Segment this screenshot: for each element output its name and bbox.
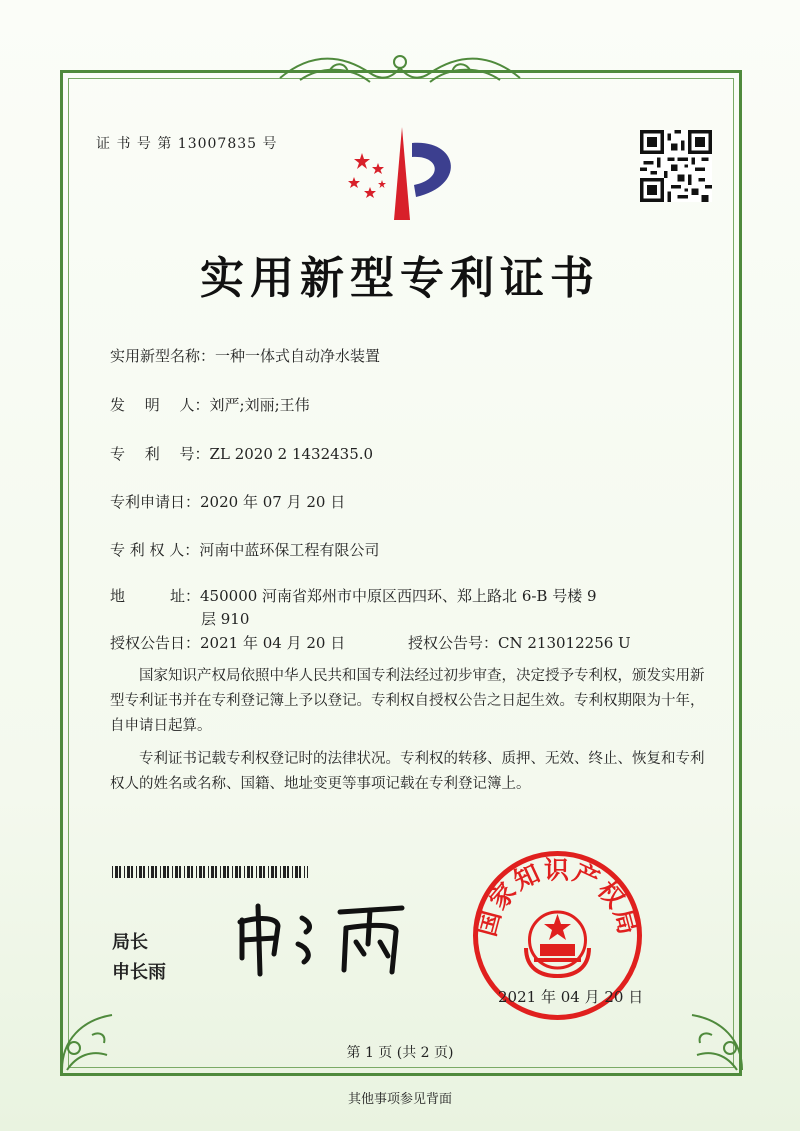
grant-number-label: 授权公告号： bbox=[408, 634, 499, 652]
bottom-right-ornament bbox=[672, 1000, 752, 1080]
filing-date-label: 专利申请日： bbox=[110, 493, 201, 511]
cnipa-logo-icon bbox=[340, 125, 470, 225]
grant-date-label: 授权公告日： bbox=[110, 634, 201, 652]
top-ornament bbox=[270, 48, 530, 98]
inventor-label: 发 明 人： bbox=[110, 396, 210, 414]
statement-paragraph-2: 专利证书记载专利权登记时的法律状况。专利权的转移、质押、无效、终止、恢复和专利权人的姓名或名称、国籍、地址变更等事项记载在专利登记簿上。 bbox=[110, 751, 705, 792]
seal-date: 2021 年 04 月 20 日 bbox=[498, 988, 644, 1006]
name-value: 一种一体式自动净水装置 bbox=[215, 347, 381, 365]
patent-number-value: ZL 2020 2 1432435.0 bbox=[209, 445, 374, 463]
page-number: 第 1 页 (共 2 页) bbox=[346, 1045, 454, 1061]
statement-paragraphs bbox=[110, 664, 710, 797]
field-grant-number bbox=[408, 632, 631, 653]
field-filing-date bbox=[110, 491, 345, 512]
director-name: 申长雨 bbox=[112, 962, 166, 983]
field-address bbox=[110, 585, 597, 606]
barcode-icon bbox=[112, 866, 308, 878]
address-value-line1: 450000 河南省郑州市中原区西四环、郑上路北 6-B 号楼 9 bbox=[200, 587, 597, 605]
grant-number-value: CN 213012256 U bbox=[498, 634, 631, 652]
field-grant-date bbox=[110, 632, 345, 653]
director-title: 局长 bbox=[112, 932, 148, 953]
qr-code-icon bbox=[640, 130, 712, 202]
bottom-left-ornament bbox=[52, 1000, 132, 1080]
patentee-value: 河南中蓝环保工程有限公司 bbox=[199, 541, 380, 559]
patent-number-label: 专 利 号： bbox=[110, 445, 210, 463]
field-patent-number bbox=[110, 443, 373, 464]
field-utility-model-name bbox=[110, 345, 380, 366]
address-value-line2: 层 910 bbox=[201, 610, 250, 628]
director-signature bbox=[232, 898, 412, 978]
certificate-number: 证 书 号 第 13007835 号 bbox=[96, 136, 278, 152]
grant-date-value: 2021 年 04 月 20 日 bbox=[200, 634, 346, 652]
field-inventor bbox=[110, 394, 310, 415]
footer-note: 其他事项参见背面 bbox=[347, 1092, 452, 1107]
inventor-value: 刘严;刘丽;王伟 bbox=[209, 396, 310, 414]
statement-paragraph-1: 国家知识产权局依照中华人民共和国专利法经过初步审查，决定授予专利权，颁发实用新型专利证书并在专利登记簿上予以登记。专利权自授权公告之日起生效。专利权期限为十年，自申请日起算。 bbox=[110, 668, 705, 734]
seal-text: 国家知识产权局 bbox=[471, 855, 644, 940]
name-label: 实用新型名称： bbox=[110, 347, 216, 365]
address-label: 地 址： bbox=[110, 587, 201, 605]
filing-date-value: 2020 年 07 月 20 日 bbox=[200, 493, 346, 511]
patentee-label: 专 利 权 人： bbox=[110, 541, 200, 559]
field-patentee bbox=[110, 539, 379, 560]
certificate-title: 实用新型专利证书 bbox=[200, 253, 600, 304]
